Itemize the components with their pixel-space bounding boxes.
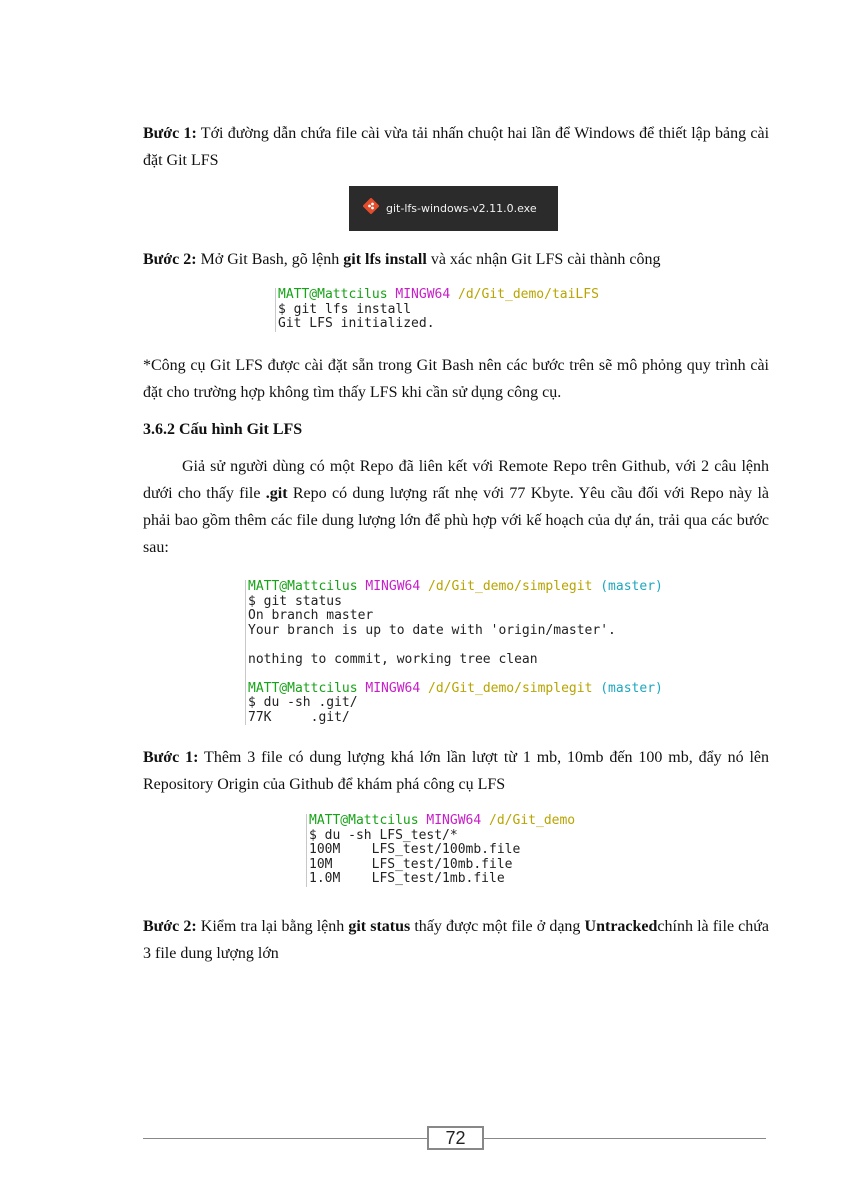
terminal-command: $ du -sh LFS_test/* bbox=[309, 827, 458, 843]
terminal-output: 10M LFS_test/10mb.file bbox=[309, 856, 513, 872]
terminal-output: nothing to commit, working tree clean bbox=[248, 651, 538, 667]
step2-post: và xác nhận Git LFS cài thành công bbox=[426, 251, 661, 268]
prompt-env: MINGW64 bbox=[365, 579, 421, 594]
para-bold: .git bbox=[265, 485, 288, 502]
section-paragraph bbox=[143, 453, 769, 561]
terminal-command: $ git lfs install bbox=[278, 301, 412, 317]
terminal-command: $ git status bbox=[248, 593, 342, 609]
step3-paragraph bbox=[143, 744, 769, 798]
terminal-prompt bbox=[309, 814, 639, 829]
terminal-prompt bbox=[248, 580, 668, 595]
step1-paragraph bbox=[143, 120, 769, 174]
step4-label: Bước 2: bbox=[143, 918, 197, 935]
step2-pre: Mở Git Bash, gõ lệnh bbox=[196, 251, 344, 268]
prompt-path: /d/Git_demo/taiLFS bbox=[458, 287, 599, 302]
terminal-output: 77K .git/ bbox=[248, 709, 350, 725]
prompt-env: MINGW64 bbox=[365, 680, 421, 696]
prompt-user: MATT@Mattcilus bbox=[278, 287, 388, 302]
terminal-output: Git LFS initialized. bbox=[278, 316, 435, 331]
prompt-env: MINGW64 bbox=[395, 287, 451, 302]
terminal-command: $ du -sh .git/ bbox=[248, 695, 358, 710]
prompt-branch: (master) bbox=[600, 680, 663, 696]
prompt-user: MATT@Mattcilus bbox=[248, 680, 358, 696]
step2-paragraph bbox=[143, 246, 769, 273]
prompt-path: /d/Git_demo bbox=[489, 813, 576, 828]
step4-command: git status bbox=[348, 918, 411, 935]
terminal-output: On branch master bbox=[248, 608, 374, 623]
terminal-status bbox=[245, 580, 668, 725]
installer-file[interactable] bbox=[349, 186, 558, 231]
prompt-user: MATT@Mattcilus bbox=[309, 813, 419, 828]
terminal-prompt bbox=[278, 288, 648, 303]
git-logo-icon bbox=[363, 198, 379, 219]
terminal-output: Your branch is up to date with 'origin/master'. bbox=[248, 622, 616, 638]
terminal-install bbox=[275, 288, 648, 332]
page-number: 72 bbox=[427, 1126, 484, 1150]
step1-text: Tới đường dẫn chứa file cài vừa tải nhấn chuột hai lần để Windows để thiết lập bảng cài đặt Git LFS bbox=[143, 125, 770, 169]
step4-post: chính là file chứa 3 file dung lượng lớn bbox=[143, 918, 770, 962]
terminal-du bbox=[306, 814, 639, 887]
step1-label: Bước 1: bbox=[143, 125, 197, 142]
step3-text: Thêm 3 file có dung lượng khá lớn lần lượt từ 1 mb, 10mb đến 100 mb, đẩy nó lên Repository Origin của Github để khám phá công cụ LFS bbox=[143, 749, 770, 793]
installer-filename: git-lfs-windows-v2.11.0.exe bbox=[386, 202, 537, 215]
step4-paragraph bbox=[143, 913, 769, 967]
prompt-path: /d/Git_demo/simplegit bbox=[428, 680, 593, 696]
footer-rule-right bbox=[484, 1138, 766, 1139]
step2-label: Bước 2: bbox=[143, 251, 197, 268]
para-pre: Giả sử người dùng có một Repo đã liên kết với Remote Repo trên Github, với 2 câu lệnh dưới cho thấy file bbox=[143, 458, 769, 502]
para-post: Repo có dung lượng rất nhẹ với 77 Kbyte. Yêu cầu đối với Repo này là phải bao gồm thêm các file dung lượng lớn để phù hợp với kế hoạch của dự án, trải qua các bước sau: bbox=[143, 485, 770, 556]
section-heading: 3.6.2 Cấu hình Git LFS bbox=[143, 421, 303, 438]
terminal-prompt bbox=[248, 682, 668, 697]
note-paragraph: *Công cụ Git LFS được cài đặt sẵn trong Git Bash nên các bước trên sẽ mô phỏng quy trình cài đặt cho trường hợp không tìm thấy LFS khi cần sử dụng công cụ. bbox=[143, 357, 769, 401]
prompt-branch: (master) bbox=[600, 579, 663, 594]
step3-label: Bước 1: bbox=[143, 749, 199, 766]
prompt-path: /d/Git_demo/simplegit bbox=[428, 579, 593, 594]
step4-mid: thấy được một file ở dạng bbox=[410, 918, 585, 935]
step4-bold: Untracked bbox=[584, 918, 658, 935]
terminal-output: 1.0M LFS_test/1mb.file bbox=[309, 871, 505, 886]
step4-pre: Kiểm tra lại bằng lệnh bbox=[196, 918, 349, 935]
prompt-env: MINGW64 bbox=[426, 813, 482, 828]
step2-command: git lfs install bbox=[343, 251, 427, 268]
footer-rule-left bbox=[143, 1138, 427, 1139]
prompt-user: MATT@Mattcilus bbox=[248, 579, 358, 594]
terminal-output: 100M LFS_test/100mb.file bbox=[309, 842, 521, 857]
